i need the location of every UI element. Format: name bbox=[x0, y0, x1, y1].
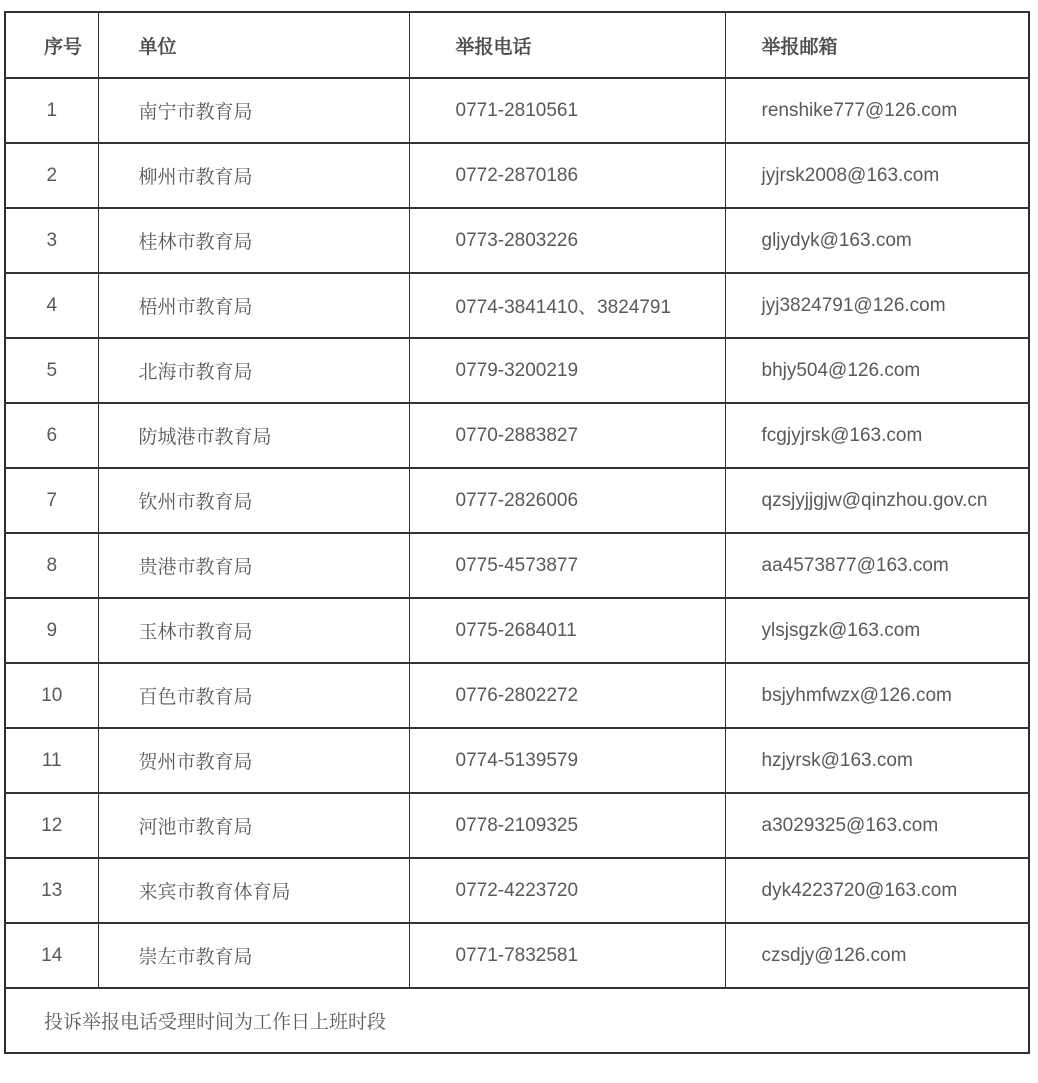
serial-cell: 14 bbox=[5, 923, 98, 988]
table-row bbox=[5, 78, 1029, 143]
phone-cell: 0779-3200219 bbox=[409, 338, 725, 403]
serial-cell: 12 bbox=[5, 793, 98, 858]
phone-cell: 0774-5139579 bbox=[409, 728, 725, 793]
table-row bbox=[5, 143, 1029, 208]
email-cell: hzjyrsk@163.com bbox=[725, 728, 1029, 793]
phone-cell: 0771-7832581 bbox=[409, 923, 725, 988]
email-cell: dyk4223720@163.com bbox=[725, 858, 1029, 923]
table-row bbox=[5, 728, 1029, 793]
unit-cell: 桂林市教育局 bbox=[98, 208, 409, 273]
serial-cell: 4 bbox=[5, 273, 98, 338]
unit-cell: 梧州市教育局 bbox=[98, 273, 409, 338]
email-cell: gljydyk@163.com bbox=[725, 208, 1029, 273]
email-cell: qzsjyjjgjw@qinzhou.gov.cn bbox=[725, 468, 1029, 533]
table-row bbox=[5, 273, 1029, 338]
email-cell: jyj3824791@126.com bbox=[725, 273, 1029, 338]
column-header-email: 举报邮箱 bbox=[725, 12, 1029, 78]
phone-cell: 0775-2684011 bbox=[409, 598, 725, 663]
unit-cell: 钦州市教育局 bbox=[98, 468, 409, 533]
email-cell: fcgjyjrsk@163.com bbox=[725, 403, 1029, 468]
unit-cell: 南宁市教育局 bbox=[98, 78, 409, 143]
serial-cell: 8 bbox=[5, 533, 98, 598]
phone-cell: 0776-2802272 bbox=[409, 663, 725, 728]
table-row bbox=[5, 793, 1029, 858]
table-row bbox=[5, 208, 1029, 273]
phone-cell: 0777-2826006 bbox=[409, 468, 725, 533]
email-cell: renshike777@126.com bbox=[725, 78, 1029, 143]
header-row bbox=[5, 12, 1029, 78]
table-row bbox=[5, 923, 1029, 988]
email-cell: a3029325@163.com bbox=[725, 793, 1029, 858]
phone-cell: 0773-2803226 bbox=[409, 208, 725, 273]
column-header-phone: 举报电话 bbox=[409, 12, 725, 78]
unit-cell: 贵港市教育局 bbox=[98, 533, 409, 598]
unit-cell: 河池市教育局 bbox=[98, 793, 409, 858]
serial-cell: 2 bbox=[5, 143, 98, 208]
serial-cell: 3 bbox=[5, 208, 98, 273]
serial-cell: 6 bbox=[5, 403, 98, 468]
unit-cell: 防城港市教育局 bbox=[98, 403, 409, 468]
serial-cell: 9 bbox=[5, 598, 98, 663]
email-cell: aa4573877@163.com bbox=[725, 533, 1029, 598]
email-cell: bsjyhmfwzx@126.com bbox=[725, 663, 1029, 728]
phone-cell: 0771-2810561 bbox=[409, 78, 725, 143]
table-row bbox=[5, 403, 1029, 468]
phone-cell: 0772-4223720 bbox=[409, 858, 725, 923]
phone-cell: 0772-2870186 bbox=[409, 143, 725, 208]
unit-cell: 贺州市教育局 bbox=[98, 728, 409, 793]
column-header-unit: 单位 bbox=[98, 12, 409, 78]
footer-row bbox=[5, 988, 1029, 1053]
table-row bbox=[5, 533, 1029, 598]
table-row bbox=[5, 338, 1029, 403]
table-row bbox=[5, 663, 1029, 728]
unit-cell: 崇左市教育局 bbox=[98, 923, 409, 988]
phone-cell: 0774-3841410、3824791 bbox=[409, 273, 725, 338]
phone-cell: 0775-4573877 bbox=[409, 533, 725, 598]
unit-cell: 百色市教育局 bbox=[98, 663, 409, 728]
serial-cell: 10 bbox=[5, 663, 98, 728]
email-cell: czsdjy@126.com bbox=[725, 923, 1029, 988]
table-row bbox=[5, 598, 1029, 663]
phone-cell: 0778-2109325 bbox=[409, 793, 725, 858]
column-header-serial: 序号 bbox=[5, 12, 98, 78]
email-cell: jyjrsk2008@163.com bbox=[725, 143, 1029, 208]
footer-note: 投诉举报电话受理时间为工作日上班时段 bbox=[5, 988, 1029, 1053]
table-row bbox=[5, 858, 1029, 923]
table-row bbox=[5, 468, 1029, 533]
serial-cell: 13 bbox=[5, 858, 98, 923]
serial-cell: 5 bbox=[5, 338, 98, 403]
serial-cell: 7 bbox=[5, 468, 98, 533]
email-cell: ylsjsgzk@163.com bbox=[725, 598, 1029, 663]
contact-table bbox=[4, 11, 1030, 1054]
unit-cell: 柳州市教育局 bbox=[98, 143, 409, 208]
phone-cell: 0770-2883827 bbox=[409, 403, 725, 468]
email-cell: bhjy504@126.com bbox=[725, 338, 1029, 403]
unit-cell: 北海市教育局 bbox=[98, 338, 409, 403]
serial-cell: 11 bbox=[5, 728, 98, 793]
serial-cell: 1 bbox=[5, 78, 98, 143]
unit-cell: 玉林市教育局 bbox=[98, 598, 409, 663]
unit-cell: 来宾市教育体育局 bbox=[98, 858, 409, 923]
